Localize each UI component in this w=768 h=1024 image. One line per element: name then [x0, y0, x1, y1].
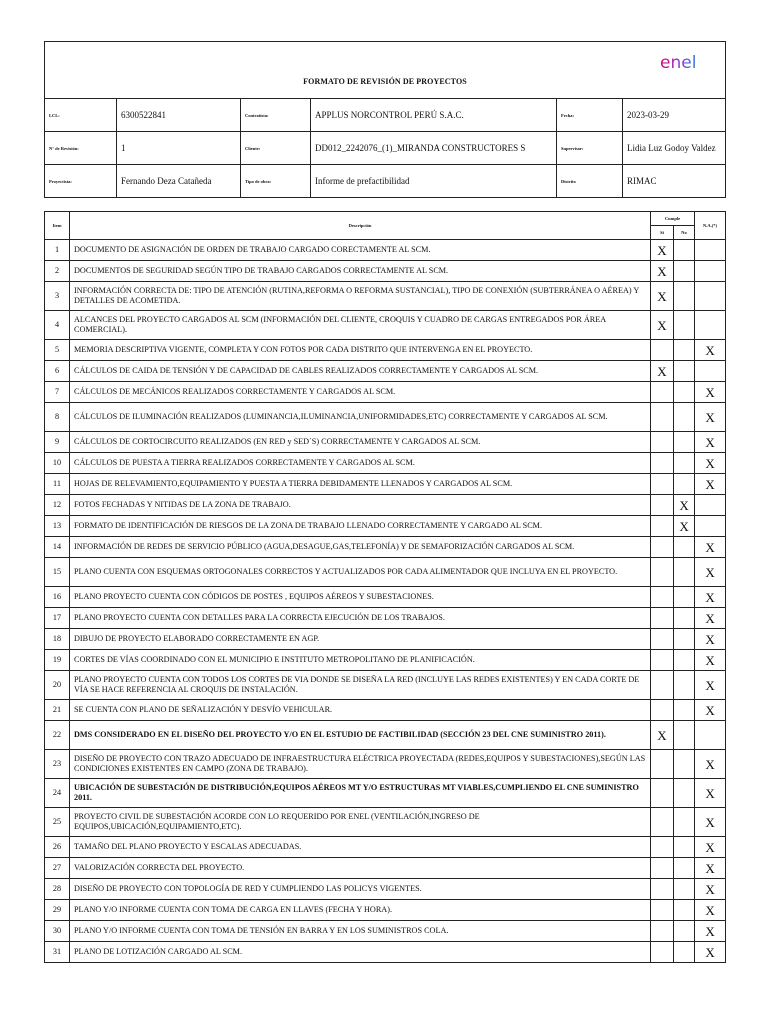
header-title-cell — [45, 42, 726, 99]
item-number: 23 — [45, 750, 70, 779]
item-description: SE CUENTA CON PLANO DE SEÑALIZACIÓN Y DESVÍO VEHICULAR. — [70, 700, 651, 721]
mark-cell-no — [674, 629, 695, 650]
mark-cell-na: X — [695, 537, 726, 558]
item-description: CÁLCULOS DE CAIDA DE TENSIÓN Y DE CAPACIDAD DE CABLES REALIZADOS CORRECTAMENTE Y CARGADOS AL SCM. — [70, 361, 651, 382]
mark-cell-si — [651, 453, 674, 474]
mark-cell-si — [651, 382, 674, 403]
mark-cell-no — [674, 261, 695, 282]
item-description: PLANO Y/O INFORME CUENTA CON TOMA DE CARGA EN LLAVES (FECHA Y HORA). — [70, 900, 651, 921]
mark-cell-si — [651, 516, 674, 537]
item-number: 7 — [45, 382, 70, 403]
col-na-header: N.A.(*) — [695, 212, 726, 240]
tipo-obra-value: Informe de prefactibilidad — [311, 165, 557, 198]
mark-cell-no — [674, 282, 695, 311]
mark-cell-na: X — [695, 837, 726, 858]
item-description: VALORIZACIÓN CORRECTA DEL PROYECTO. — [70, 858, 651, 879]
mark-cell-si: X — [651, 311, 674, 340]
item-description: DOCUMENTOS DE SEGURIDAD SEGÚN TIPO DE TRABAJO CARGADOS CORRECTAMENTE AL SCM. — [70, 261, 651, 282]
table-row — [45, 474, 726, 495]
checklist-table — [44, 211, 726, 963]
mark-cell-si — [651, 900, 674, 921]
mark-cell-no — [674, 311, 695, 340]
mark-cell-no — [674, 671, 695, 700]
mark-cell-na: X — [695, 750, 726, 779]
mark-cell-na: X — [695, 879, 726, 900]
item-number: 24 — [45, 779, 70, 808]
item-number: 3 — [45, 282, 70, 311]
col-cumple-header: Cumple — [651, 212, 695, 226]
header-row-2 — [45, 132, 726, 165]
enel-logo — [659, 51, 709, 73]
mark-cell-si — [651, 537, 674, 558]
item-number: 28 — [45, 879, 70, 900]
item-number: 16 — [45, 587, 70, 608]
table-row — [45, 650, 726, 671]
mark-cell-no — [674, 942, 695, 963]
mark-cell-no — [674, 558, 695, 587]
table-row — [45, 240, 726, 261]
item-number: 25 — [45, 808, 70, 837]
item-description: CÁLCULOS DE MECÁNICOS REALIZADOS CORRECTAMENTE Y CARGADOS AL SCM. — [70, 382, 651, 403]
table-row — [45, 779, 726, 808]
mark-cell-si: X — [651, 261, 674, 282]
mark-cell-si — [651, 558, 674, 587]
item-number: 10 — [45, 453, 70, 474]
mark-cell-na: X — [695, 900, 726, 921]
item-description: DMS CONSIDERADO EN EL DISEÑO DEL PROYECTO Y/O EN EL ESTUDIO DE FACTIBILIDAD (SECCIÓN 23 DEL CNE SUMINISTRO 2011). — [70, 721, 651, 750]
mark-cell-si: X — [651, 361, 674, 382]
mark-cell-na — [695, 495, 726, 516]
item-number: 9 — [45, 432, 70, 453]
mark-cell-na: X — [695, 700, 726, 721]
mark-cell-na: X — [695, 779, 726, 808]
lcl-label: LCL: — [45, 99, 117, 132]
header-row-3 — [45, 165, 726, 198]
item-description: ALCANCES DEL PROYECTO CARGADOS AL SCM (INFORMACIÓN DEL CLIENTE, CROQUIS Y CUADRO DE CARGAS ENTREGADOS POR ÁREA COMERCIAL). — [70, 311, 651, 340]
mark-cell-no — [674, 432, 695, 453]
item-number: 18 — [45, 629, 70, 650]
enel-logo-text: enel — [660, 53, 697, 73]
mark-cell-si — [651, 700, 674, 721]
mark-cell-no — [674, 403, 695, 432]
proyectista-label: Proyectista: — [45, 165, 117, 198]
item-description: PLANO DE LOTIZACIÓN CARGADO AL SCM. — [70, 942, 651, 963]
table-row — [45, 587, 726, 608]
item-number: 26 — [45, 837, 70, 858]
col-item-header: Item — [45, 212, 70, 240]
table-row — [45, 382, 726, 403]
table-row — [45, 721, 726, 750]
mark-cell-no — [674, 858, 695, 879]
tipo-obra-label: Tipo de obra: — [241, 165, 311, 198]
mark-cell-si — [651, 474, 674, 495]
item-number: 12 — [45, 495, 70, 516]
mark-cell-si — [651, 858, 674, 879]
mark-cell-si — [651, 403, 674, 432]
checklist-body — [45, 240, 726, 963]
table-row — [45, 700, 726, 721]
item-number: 6 — [45, 361, 70, 382]
item-description: CÁLCULOS DE CORTOCIRCUITO REALIZADOS (EN RED y SED´S) CORRECTAMENTE Y CARGADOS AL SCM. — [70, 432, 651, 453]
item-description: CORTES DE VÍAS COORDINADO CON EL MUNICIPIO E INSTITUTO METROPOLITANO DE PLANIFICACIÓN. — [70, 650, 651, 671]
distrito-value: RIMAC — [623, 165, 726, 198]
mark-cell-si — [651, 432, 674, 453]
fecha-value: 2023-03-29 — [623, 99, 726, 132]
item-number: 20 — [45, 671, 70, 700]
col-desc-header: Descripción — [70, 212, 651, 240]
table-row — [45, 671, 726, 700]
table-row — [45, 537, 726, 558]
item-description: PLANO PROYECTO CUENTA CON CÓDIGOS DE POSTES , EQUIPOS AÉREOS Y SUBESTACIONES. — [70, 587, 651, 608]
item-number: 17 — [45, 608, 70, 629]
table-row — [45, 942, 726, 963]
table-row — [45, 808, 726, 837]
table-row — [45, 311, 726, 340]
item-number: 22 — [45, 721, 70, 750]
mark-cell-no — [674, 587, 695, 608]
item-description: PROYECTO CIVIL DE SUBESTACIÓN ACORDE CON LO REQUERIDO POR ENEL (VENTILACIÓN,INGRESO DE EQUIPOS,UBICACIÓN,EQUIPAMIENTO,ETC). — [70, 808, 651, 837]
mark-cell-na — [695, 261, 726, 282]
mark-cell-no — [674, 879, 695, 900]
mark-cell-si — [651, 879, 674, 900]
item-number: 2 — [45, 261, 70, 282]
table-row — [45, 403, 726, 432]
project-header-table — [44, 41, 726, 198]
table-row — [45, 608, 726, 629]
item-number: 29 — [45, 900, 70, 921]
item-number: 27 — [45, 858, 70, 879]
mark-cell-na: X — [695, 474, 726, 495]
mark-cell-no — [674, 721, 695, 750]
contratista-value: APPLUS NORCONTROL PERÚ S.A.C. — [311, 99, 557, 132]
mark-cell-na: X — [695, 382, 726, 403]
table-row — [45, 858, 726, 879]
lcl-value: 6300522841 — [117, 99, 241, 132]
mark-cell-na — [695, 361, 726, 382]
mark-cell-no: X — [674, 516, 695, 537]
col-si-header: Si — [651, 226, 674, 240]
revision-label: N° de Revisión: — [45, 132, 117, 165]
mark-cell-si — [651, 671, 674, 700]
mark-cell-no — [674, 779, 695, 808]
mark-cell-no — [674, 700, 695, 721]
checklist-header-row — [45, 212, 726, 226]
table-row — [45, 261, 726, 282]
table-row — [45, 340, 726, 361]
item-number: 19 — [45, 650, 70, 671]
item-number: 5 — [45, 340, 70, 361]
supervisor-label: Supervisor: — [557, 132, 623, 165]
item-description: PLANO PROYECTO CUENTA CON DETALLES PARA LA CORRECTA EJECUCIÓN DE LOS TRABAJOS. — [70, 608, 651, 629]
table-row — [45, 282, 726, 311]
item-description: CÁLCULOS DE PUESTA A TIERRA REALIZADOS CORRECTAMENTE Y CARGADOS AL SCM. — [70, 453, 651, 474]
item-description: INFORMACIÓN CORRECTA DE: TIPO DE ATENCIÓN (RUTINA,REFORMA O REFORMA SUSTANCIAL), TIPO DE CONEXIÓN (SUBTERRÁNEA O AÉREA) Y DETALLES DE ACOMETIDA. — [70, 282, 651, 311]
mark-cell-na: X — [695, 432, 726, 453]
table-row — [45, 921, 726, 942]
item-number: 15 — [45, 558, 70, 587]
item-description: FOTOS FECHADAS Y NITIDAS DE LA ZONA DE TRABAJO. — [70, 495, 651, 516]
mark-cell-no — [674, 650, 695, 671]
mark-cell-na — [695, 311, 726, 340]
mark-cell-si — [651, 340, 674, 361]
revision-value: 1 — [117, 132, 241, 165]
distrito-label: Distrito — [557, 165, 623, 198]
item-description: DISEÑO DE PROYECTO CON TOPOLOGÍA DE RED Y CUMPLIENDO LAS POLICYS VIGENTES. — [70, 879, 651, 900]
mark-cell-na — [695, 721, 726, 750]
page-title: FORMATO DE REVISIÓN DE PROYECTOS — [303, 77, 467, 86]
table-row — [45, 516, 726, 537]
item-number: 8 — [45, 403, 70, 432]
mark-cell-na: X — [695, 403, 726, 432]
item-number: 14 — [45, 537, 70, 558]
mark-cell-no — [674, 900, 695, 921]
mark-cell-si — [651, 808, 674, 837]
mark-cell-si: X — [651, 721, 674, 750]
item-description: PLANO Y/O INFORME CUENTA CON TOMA DE TENSIÓN EN BARRA Y EN LOS SUMINISTROS COLA. — [70, 921, 651, 942]
mark-cell-no — [674, 837, 695, 858]
mark-cell-na — [695, 240, 726, 261]
mark-cell-na: X — [695, 921, 726, 942]
mark-cell-si — [651, 837, 674, 858]
mark-cell-no — [674, 474, 695, 495]
cliente-label: Cliente: — [241, 132, 311, 165]
mark-cell-no: X — [674, 495, 695, 516]
mark-cell-no — [674, 240, 695, 261]
supervisor-value: Lidia Luz Godoy Valdez — [623, 132, 726, 165]
mark-cell-si — [651, 942, 674, 963]
table-row — [45, 750, 726, 779]
mark-cell-no — [674, 382, 695, 403]
col-no-header: No — [674, 226, 695, 240]
mark-cell-na: X — [695, 558, 726, 587]
item-number: 1 — [45, 240, 70, 261]
mark-cell-no — [674, 608, 695, 629]
item-description: DOCUMENTO DE ASIGNACIÓN DE ORDEN DE TRABAJO CARGADO CORECTAMENTE AL SCM. — [70, 240, 651, 261]
item-number: 11 — [45, 474, 70, 495]
mark-cell-na — [695, 516, 726, 537]
item-number: 30 — [45, 921, 70, 942]
mark-cell-na: X — [695, 453, 726, 474]
item-description: INFORMACIÓN DE REDES DE SERVICIO PÚBLICO (AGUA,DESAGUE,GAS,TELEFONÍA) Y DE SEMAFORIZACIÓN CARGADOS AL SCM. — [70, 537, 651, 558]
mark-cell-si — [651, 779, 674, 808]
mark-cell-na: X — [695, 608, 726, 629]
mark-cell-na: X — [695, 808, 726, 837]
table-row — [45, 361, 726, 382]
mark-cell-na — [695, 282, 726, 311]
item-description: PLANO PROYECTO CUENTA CON TODOS LOS CORTES DE VIA DONDE SE DISEÑA LA RED (INCLUYE LAS REDES EXISTENTES) Y EN CADA CORTE DE VÍA SE HACE REFERENCIA AL CROQUIS DE INSTALACIÓN. — [70, 671, 651, 700]
mark-cell-si: X — [651, 282, 674, 311]
table-row — [45, 453, 726, 474]
table-row — [45, 495, 726, 516]
item-description: MEMORIA DESCRIPTIVA VIGENTE, COMPLETA Y CON FOTOS POR CADA DISTRITO QUE INTERVENGA EN EL PROYECTO. — [70, 340, 651, 361]
cliente-value: DD012_2242076_(1)_MIRANDA CONSTRUCTORES S — [311, 132, 557, 165]
item-number: 13 — [45, 516, 70, 537]
item-number: 4 — [45, 311, 70, 340]
item-description: HOJAS DE RELEVAMIENTO,EQUIPAMIENTO Y PUESTA A TIERRA DEBIDAMENTE LLENADOS Y CARGADOS AL SCM. — [70, 474, 651, 495]
mark-cell-si — [651, 921, 674, 942]
mark-cell-na: X — [695, 650, 726, 671]
mark-cell-na: X — [695, 340, 726, 361]
mark-cell-na: X — [695, 942, 726, 963]
mark-cell-na: X — [695, 629, 726, 650]
mark-cell-no — [674, 921, 695, 942]
mark-cell-no — [674, 750, 695, 779]
mark-cell-na: X — [695, 587, 726, 608]
item-number: 21 — [45, 700, 70, 721]
table-row — [45, 558, 726, 587]
mark-cell-na: X — [695, 671, 726, 700]
item-description: FORMATO DE IDENTIFICACIÓN DE RIESGOS DE LA ZONA DE TRABAJO LLENADO CORRECTAMENTE Y CARGADO AL SCM. — [70, 516, 651, 537]
item-description: DIBUJO DE PROYECTO ELABORADO CORRECTAMENTE EN AGP. — [70, 629, 651, 650]
mark-cell-si — [651, 650, 674, 671]
table-row — [45, 432, 726, 453]
mark-cell-si: X — [651, 240, 674, 261]
mark-cell-si — [651, 495, 674, 516]
mark-cell-no — [674, 340, 695, 361]
table-row — [45, 629, 726, 650]
table-row — [45, 837, 726, 858]
item-description: CÁLCULOS DE ILUMINACIÓN REALIZADOS (LUMINANCIA,ILUMINANCIA,UNIFORMIDADES,ETC) CORRECTAMENTE Y CARGADOS AL SCM. — [70, 403, 651, 432]
mark-cell-no — [674, 808, 695, 837]
item-description: PLANO CUENTA CON ESQUEMAS ORTOGONALES CORRECTOS Y ACTUALIZADOS POR CADA ALIMENTADOR QUE INCLUYA EN EL PROYECTO. — [70, 558, 651, 587]
mark-cell-si — [651, 587, 674, 608]
table-row — [45, 900, 726, 921]
mark-cell-no — [674, 453, 695, 474]
item-number: 31 — [45, 942, 70, 963]
mark-cell-si — [651, 608, 674, 629]
contratista-label: Contratista: — [241, 99, 311, 132]
item-description: TAMAÑO DEL PLANO PROYECTO Y ESCALAS ADECUADAS. — [70, 837, 651, 858]
table-row — [45, 879, 726, 900]
mark-cell-si — [651, 750, 674, 779]
fecha-label: Fecha: — [557, 99, 623, 132]
header-row-1 — [45, 99, 726, 132]
mark-cell-no — [674, 537, 695, 558]
mark-cell-si — [651, 629, 674, 650]
mark-cell-na: X — [695, 858, 726, 879]
mark-cell-no — [674, 361, 695, 382]
item-description: DISEÑO DE PROYECTO CON TRAZO ADECUADO DE INFRAESTRUCTURA ELÉCTRICA PROYECTADA (REDES,EQUIPOS Y SUBESTACIONES),SEGÚN LAS CONDICIONES EXISTENTES EN CAMPO (ZONA DE TRABAJO). — [70, 750, 651, 779]
proyectista-value: Fernando Deza Catañeda — [117, 165, 241, 198]
item-description: UBICACIÓN DE SUBESTACIÓN DE DISTRIBUCIÓN,EQUIPOS AÉREOS MT Y/O ESTRUCTURAS MT VIABLES,CUMPLIENDO EL CNE SUMINISTRO 2011. — [70, 779, 651, 808]
